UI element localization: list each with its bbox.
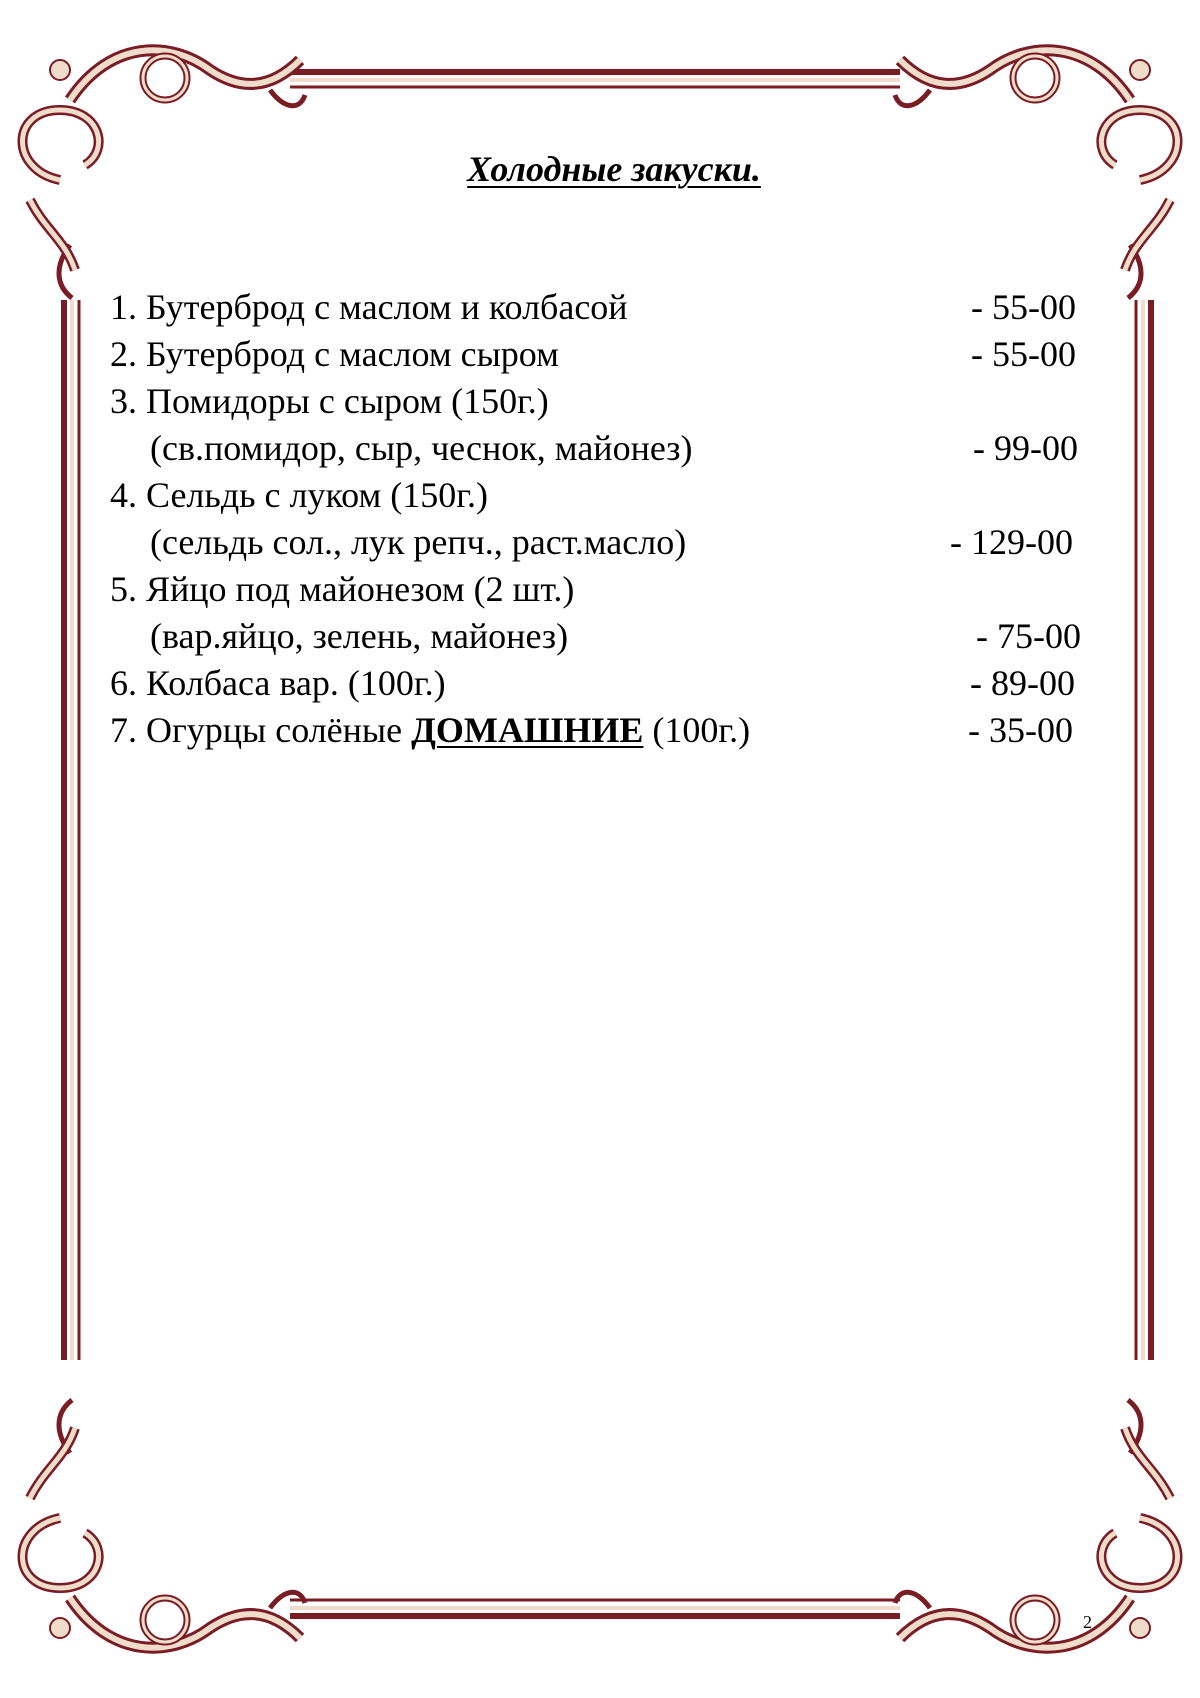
item-name-prefix: Огурцы солёные bbox=[146, 710, 403, 750]
menu-item bbox=[110, 378, 1110, 425]
item-price: - 35-00 bbox=[968, 710, 1073, 750]
corner-bottom-left bbox=[23, 1400, 306, 1648]
menu-item bbox=[110, 566, 1110, 613]
menu-item-detail bbox=[110, 425, 1110, 472]
item-number: 6. bbox=[110, 663, 137, 703]
item-name: Бутерброд с маслом и колбасой bbox=[146, 287, 628, 327]
item-name-suffix: (100г.) bbox=[652, 710, 751, 750]
item-number: 2. bbox=[110, 334, 137, 374]
item-price: - 55-00 bbox=[971, 334, 1076, 374]
page-number: 2 bbox=[1083, 1612, 1092, 1632]
menu-item bbox=[110, 660, 1110, 707]
item-number: 7. bbox=[110, 710, 137, 750]
menu-item bbox=[110, 472, 1110, 519]
item-number: 4. bbox=[110, 475, 137, 515]
item-name: Колбаса вар. (100г.) bbox=[146, 663, 446, 703]
item-number: 5. bbox=[110, 569, 137, 609]
item-name: Яйцо под майонезом (2 шт.) bbox=[146, 569, 575, 609]
item-number: 3. bbox=[110, 381, 137, 421]
menu-item bbox=[110, 284, 1110, 331]
menu-item bbox=[110, 707, 1110, 754]
menu-item-detail bbox=[110, 519, 1110, 566]
item-detail: (сельдь сол., лук репч., раст.масло) bbox=[150, 522, 687, 562]
item-number: 1. bbox=[110, 287, 137, 327]
item-price: - 75-00 bbox=[976, 616, 1081, 656]
menu-list bbox=[110, 284, 1110, 754]
corner-bottom-right bbox=[895, 1400, 1178, 1648]
item-price: - 89-00 bbox=[970, 663, 1075, 703]
menu-item bbox=[110, 331, 1110, 378]
item-name: Бутерброд с маслом сыром bbox=[146, 334, 559, 374]
item-price: - 99-00 bbox=[973, 428, 1078, 468]
item-price: - 129-00 bbox=[950, 522, 1073, 562]
item-name: Сельдь с луком (150г.) bbox=[146, 475, 488, 515]
item-detail: (вар.яйцо, зелень, майонез) bbox=[150, 616, 569, 656]
page-title: Холодные закуски. bbox=[467, 149, 761, 189]
menu-item-detail bbox=[110, 613, 1110, 660]
item-name-emphasis: ДОМАШНИЕ bbox=[411, 710, 644, 750]
item-detail: (св.помидор, сыр, чеснок, майонез) bbox=[150, 428, 693, 468]
item-name: Помидоры с сыром (150г.) bbox=[146, 381, 549, 421]
item-price: - 55-00 bbox=[971, 287, 1076, 327]
